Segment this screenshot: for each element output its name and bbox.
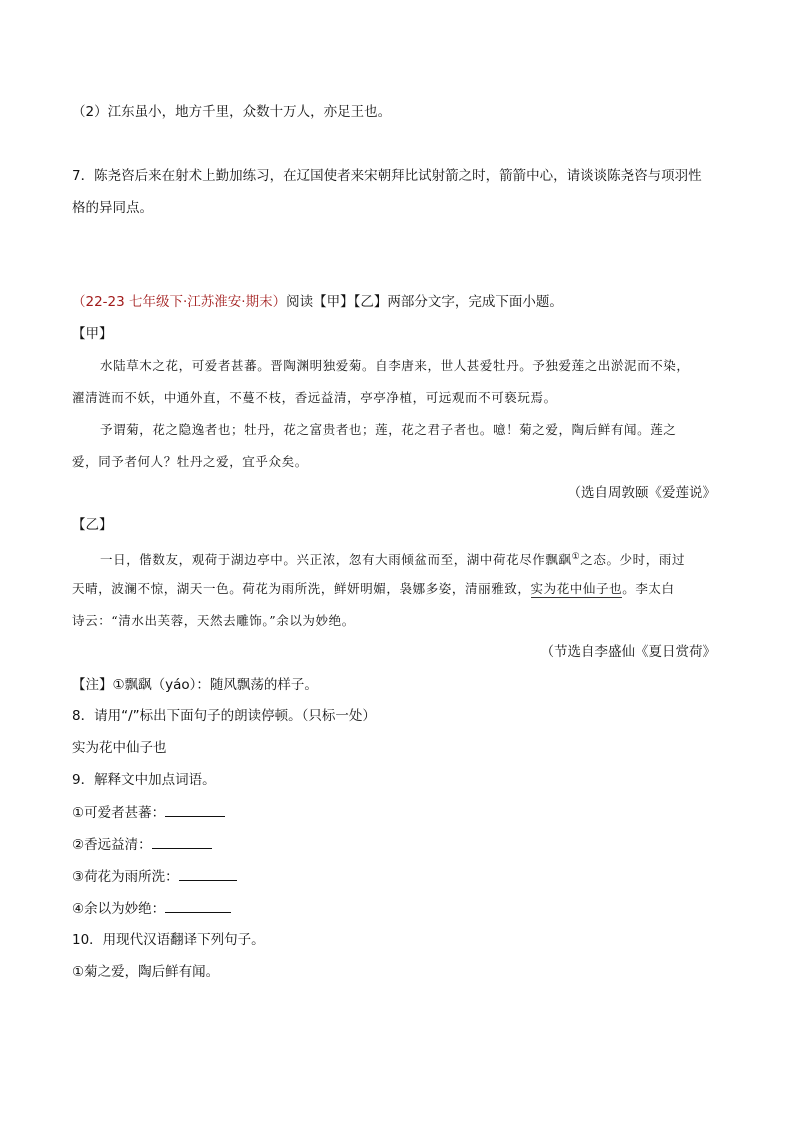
yi-source: （节选自李盛仙《夏日赏荷》 [540, 644, 716, 660]
section-ref: （22-23 七年级下·江苏淮安·期末） [72, 294, 287, 310]
q7-line2: 格的异同点。 [72, 200, 153, 216]
q9-item-4-label: ④余以为妙绝： [72, 901, 166, 917]
yi-line2 [72, 579, 675, 599]
jia-p2-line1: 予谓菊，花之隐逸者也；牡丹，花之富贵者也；莲，花之君子者也。噫！菊之爱，陶后鲜有闻。莲之 [100, 422, 677, 437]
yi-line2-text-a: 天晴，波澜不惊，湖天一色。荷花为雨所洗，鲜妍明媚，袅娜多姿，清丽雅致， [72, 581, 531, 596]
q9-item-4 [72, 898, 231, 919]
jia-p2-line2: 爱，同予者何人？牡丹之爱，宜乎众矣。 [72, 454, 308, 469]
footnote: 【注】①飘飖（yáo）：随风飘荡的样子。 [72, 677, 318, 693]
q8-text: 8．请用“/”标出下面句子的朗读停顿。（只标一处） [72, 708, 376, 724]
footnote-marker: ① [571, 552, 581, 562]
q9-item-3-label: ③荷花为雨所洗： [72, 869, 179, 885]
section-instruction: 阅读【甲】【乙】两部分文字，完成下面小题。 [286, 294, 563, 310]
q9-item-2 [72, 834, 212, 855]
yi-line3: 诗云：“清水出芙蓉，天然去雕饰。”余以为妙绝。 [72, 613, 355, 628]
q9-item-3 [72, 866, 237, 887]
q9-item-2-label: ②香远益清： [72, 837, 152, 853]
q9-item-1 [72, 802, 225, 823]
q8-sentence: 实为花中仙子也 [72, 740, 167, 756]
yi-line1-text-a: 一日，偕数友，观荷于湖边亭中。兴正浓，忽有大雨倾盆而至，湖中荷花尽作飘飖 [100, 552, 572, 568]
jia-p1-line1: 水陆草木之花，可爱者甚蕃。晋陶渊明独爱菊。自李唐来，世人甚爱牡丹。予独爱莲之出淤泥而不染， [100, 358, 690, 373]
yi-label: 【乙】 [72, 517, 113, 533]
answer-blank[interactable] [165, 802, 225, 817]
underlined-phrase: 实为花中仙子也 [530, 581, 623, 596]
q9-text: 9．解释文中加点词语。 [72, 772, 216, 788]
q7-line1: 7．陈尧咨后来在射术上勤加练习，在辽国使者来宋朝拜比试射箭之时，箭箭中心，请谈谈陈尧咨与项羽性 [72, 168, 702, 184]
yi-line1-text-b: 之态。少时，雨过 [580, 552, 686, 568]
yi-line2-text-b: 。李太白 [622, 581, 675, 596]
jia-label: 【甲】 [72, 326, 113, 342]
answer-blank[interactable] [179, 866, 237, 881]
section-header [72, 292, 563, 312]
jia-source: （选自周敦颐《爱莲说》 [567, 485, 716, 501]
yi-line1 [100, 547, 685, 570]
q9-item-1-label: ①可爱者甚蕃： [72, 805, 166, 821]
answer-blank[interactable] [165, 898, 231, 913]
jia-p1-line2: 濯清涟而不妖，中通外直，不蔓不枝，香远益清，亭亭净植，可远观而不可亵玩焉。 [72, 390, 557, 405]
q6-item2: （2）江东虽小，地方千里，众数十万人，亦足王也。 [72, 104, 392, 120]
q10-item-1: ①菊之爱，陶后鲜有闻。 [72, 964, 220, 980]
answer-blank[interactable] [152, 834, 212, 849]
q10-text: 10．用现代汉语翻译下列句子。 [72, 932, 265, 948]
